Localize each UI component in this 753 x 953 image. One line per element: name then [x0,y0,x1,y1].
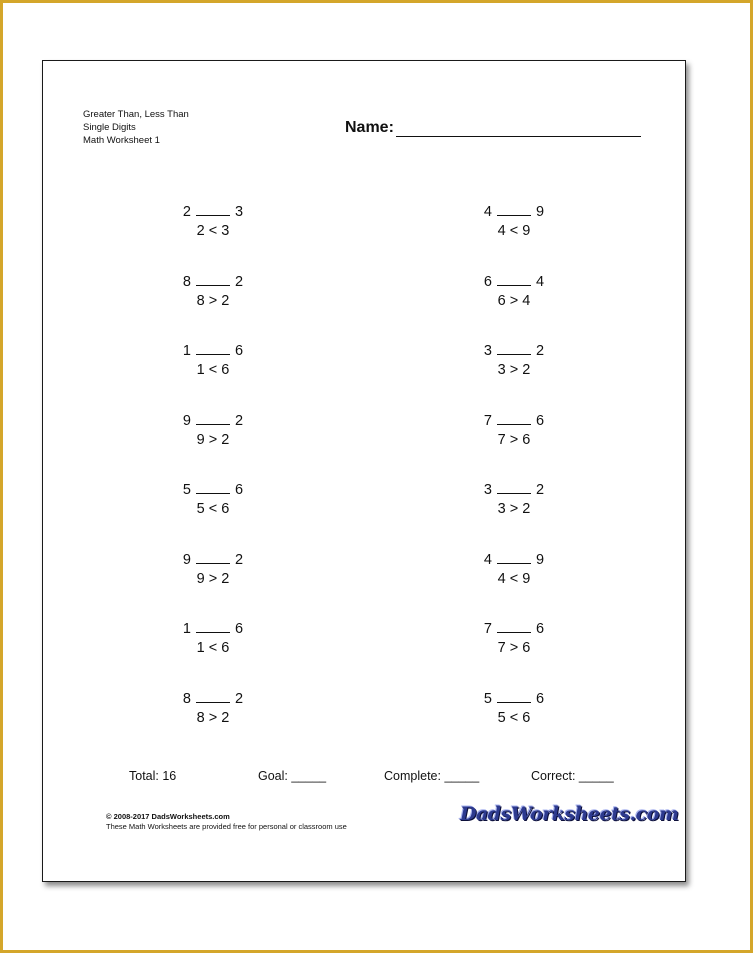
problem-prompt [153,620,273,639]
answer-blank [196,620,230,633]
answer-text: 9 > 2 [196,570,230,587]
answer-blank [497,273,531,286]
problem-prompt [153,412,273,431]
left-number: 5 [182,482,191,498]
correct-field: Correct: _____ [531,769,614,783]
comparison-problem [153,481,273,519]
right-number: 6 [235,482,244,498]
right-number: 9 [536,551,545,568]
total-count: Total: 16 [129,769,177,783]
answer-blank [196,412,230,425]
problem-prompt [153,481,273,500]
left-number: 5 [483,690,492,707]
problem-prompt [454,203,574,222]
name-label: Name: [345,119,394,136]
answer-blank [497,690,531,703]
problem-prompt [153,273,273,292]
left-number: 1 [182,621,191,637]
answer-text: 1 < 6 [196,640,230,656]
problem-prompt [153,551,273,570]
answer-blank [497,203,531,216]
comparison-problem [454,273,574,311]
answer-blank [497,342,531,355]
left-number: 7 [483,412,492,429]
right-number: 6 [536,690,545,707]
problem-prompt [454,620,574,639]
left-number: 4 [483,551,492,568]
answer-blank [196,551,230,564]
comparison-problem [454,620,574,658]
worksheet-header [83,108,189,147]
left-number: 8 [182,690,191,707]
answer-blank [196,273,230,286]
problem-prompt [153,342,273,361]
right-number: 2 [235,690,244,707]
name-blank-line [396,120,641,137]
comparison-problem [153,690,273,728]
answer-blank [196,342,230,355]
problem-prompt [153,203,273,222]
answer-text: 3 > 2 [497,501,531,517]
comparison-problem [153,342,273,380]
left-number: 1 [182,343,191,359]
comparison-problem [454,690,574,728]
problem-prompt [454,690,574,709]
right-number: 6 [235,343,244,359]
answer-text: 1 < 6 [196,362,230,378]
header-title: Greater Than, Less Than [83,109,189,120]
copyright-line: © 2008-2017 DadsWorksheets.com [106,812,230,821]
right-number: 6 [536,412,545,429]
left-number: 6 [483,273,492,290]
comparison-problem [454,412,574,450]
answer-blank [196,203,230,216]
problem-prompt [454,342,574,361]
right-number: 6 [235,621,244,637]
problem-prompt [454,481,574,500]
answer-blank [497,551,531,564]
goal-field: Goal: _____ [258,769,327,783]
answer-text: 6 > 4 [497,292,531,309]
left-number: 4 [483,204,492,220]
problem-prompt [153,690,273,709]
comparison-problem [153,551,273,589]
answer-text: 7 > 6 [497,640,531,656]
answer-blank [497,412,531,425]
comparison-problem [153,620,273,658]
right-number: 2 [536,343,545,359]
name-field [345,119,641,137]
left-number: 3 [483,343,492,359]
answer-blank [497,620,531,633]
problem-prompt [454,551,574,570]
problem-prompt [454,273,574,292]
answer-text: 8 > 2 [196,292,230,309]
answer-text: 7 > 6 [497,431,531,448]
right-number: 2 [235,273,244,290]
comparison-problem [153,412,273,450]
answer-text: 5 < 6 [196,501,230,517]
left-number: 9 [182,551,191,568]
right-number: 9 [536,204,545,220]
right-number: 4 [536,273,545,290]
complete-field: Complete: _____ [384,769,480,783]
left-number: 3 [483,482,492,498]
left-number: 8 [182,273,191,290]
answer-text: 3 > 2 [497,362,531,378]
problem-prompt [454,412,574,431]
comparison-problem [153,273,273,311]
answer-text: 4 < 9 [497,223,531,239]
answer-blank [196,481,230,494]
comparison-problem [153,203,273,241]
comparison-problem [454,551,574,589]
comparison-problem [454,203,574,241]
comparison-problem [454,481,574,519]
right-number: 3 [235,204,244,220]
header-worksheet-number: Math Worksheet 1 [83,135,160,146]
worksheet-page [42,60,686,882]
header-subtitle: Single Digits [83,122,136,133]
answer-text: 4 < 9 [497,570,531,587]
answer-text: 2 < 3 [196,223,230,239]
left-number: 7 [483,621,492,637]
dadsworksheets-logo: DadsWorksheets.com [460,803,679,825]
answer-blank [196,690,230,703]
comparison-problem [454,342,574,380]
left-number: 2 [182,204,191,220]
usage-notice: These Math Worksheets are provided free for personal or classroom use [106,822,347,831]
answer-text: 5 < 6 [497,709,531,726]
right-number: 2 [536,482,545,498]
right-number: 6 [536,621,545,637]
answer-text: 9 > 2 [196,431,230,448]
right-number: 2 [235,412,244,429]
answer-text: 8 > 2 [196,709,230,726]
left-number: 9 [182,412,191,429]
copyright-notice [106,812,347,832]
right-number: 2 [235,551,244,568]
answer-blank [497,481,531,494]
